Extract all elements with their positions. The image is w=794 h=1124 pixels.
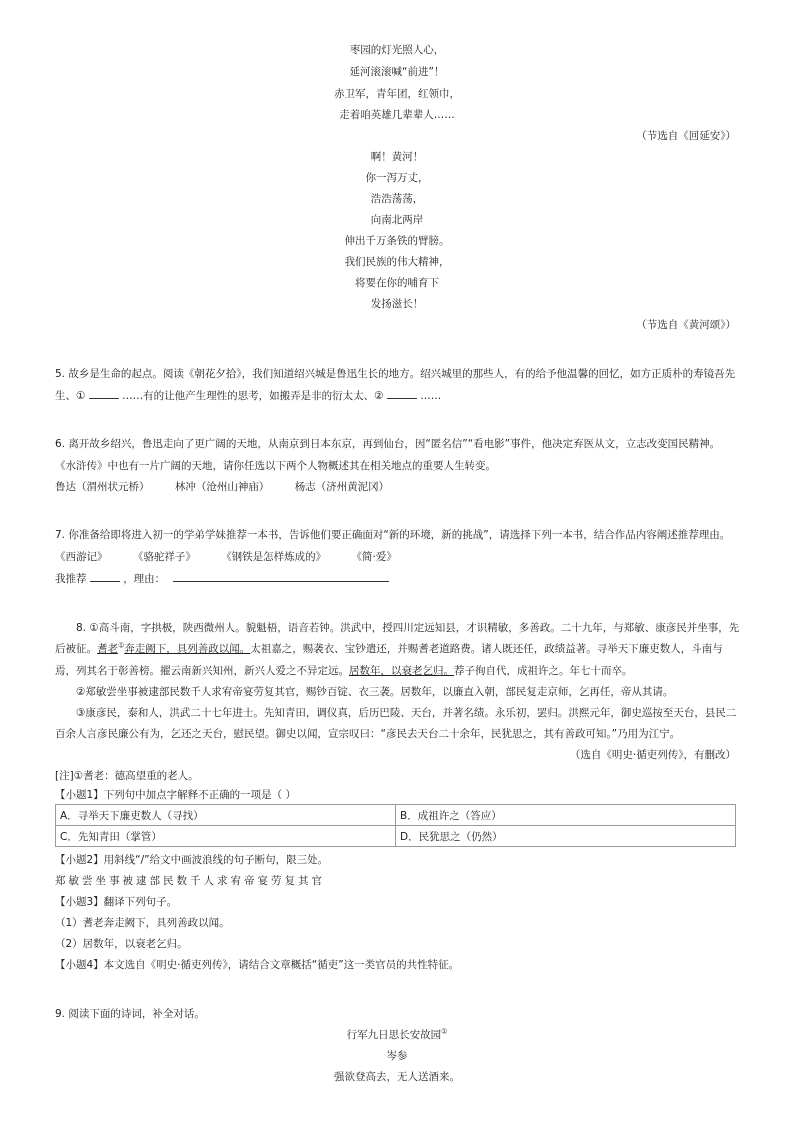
q7-reason-label: ，理由： xyxy=(123,573,166,585)
q7-answer-line xyxy=(55,571,389,586)
q8-note: [注]①耆老：德高望重的老人。 xyxy=(55,770,199,782)
q7-reason-blank[interactable] xyxy=(173,571,389,582)
q8-sub2: 【小题2】用斜线“/”给文中画波浪线的句子断句，限三处。 xyxy=(55,854,329,866)
q6-choice-yangzhi: 杨志（济州黄泥冈） xyxy=(294,481,390,493)
poem2-line-8: 发扬滋长！ xyxy=(370,298,424,310)
poem2-line-7: 将要在你的哺育下 xyxy=(355,277,439,289)
q9-poem-line-1: 强欲登高去，无人送酒来。 xyxy=(334,1071,460,1083)
q6-choice-linchong: 林冲（沧州山神庙） xyxy=(174,481,270,493)
q6-choice-luda: 鲁达（渭州状元桥） xyxy=(55,481,150,493)
q9-author: 岑参 xyxy=(386,1050,408,1062)
q8-option-d[interactable]: D．民犹思之（仍然） xyxy=(396,826,736,847)
q8-option-a[interactable]: A．寻举天下廉吏数人（寻找） xyxy=(56,805,396,826)
q8-p3-line-2: 百余人言彦民廉公有为，乞还之天台，慰民望。御史以闻，宣宗叹曰：“彦民去天台二十余年，民犹思之，其有善政可知。”乃用为江宁。 xyxy=(55,728,681,740)
poem2-line-6: 我们民族的伟大精神， xyxy=(344,256,450,268)
q8-p1-line-2 xyxy=(55,641,723,656)
poem1-line-1: 枣园的灯光照人心， xyxy=(349,44,445,56)
q5-blank-2[interactable] xyxy=(387,388,417,399)
q6-line-1: 6. 离开故乡绍兴，鲁迅走向了更广阔的天地，从南京到日本东京，再到仙台，因“匿名信”“看电影”事件，他决定弃医从文，立志改变国民精神。 xyxy=(55,438,721,450)
q8-sub3-2: （2）居数年，以衰老乞归。 xyxy=(55,938,188,950)
q7-book-1: 《西游记》 xyxy=(55,551,108,563)
poem2-line-3: 浩浩荡荡， xyxy=(370,193,424,205)
q6-line-2: 《水浒传》中也有一片广阔的天地，请你任选以下两个人物概述其在相关地点的重要人生转变。 xyxy=(55,460,496,472)
q7-book-4: 《简·爱》 xyxy=(351,551,397,563)
q8-p1-text-c: 焉，列其名于彰善榜。擢云南新兴知州，新兴人爱之不异定远。 xyxy=(55,665,349,677)
q8-option-b[interactable]: B．成祖许之（答应） xyxy=(396,805,736,826)
q8-p1-line-3 xyxy=(55,663,633,678)
q8-option-c[interactable]: C．先知青田（掌管） xyxy=(56,826,396,847)
q8-p1-text-a: 后被征。 xyxy=(55,643,97,655)
q8-p1-text-d: 荐子徇自代，成祖许之。年七十而卒。 xyxy=(454,665,633,677)
poem1-source: （节选自《回延安》） xyxy=(636,130,736,142)
q7-recommend-blank[interactable] xyxy=(90,571,120,582)
q8-note-marker: ① xyxy=(118,641,125,650)
poem2-line-4: 向南北两岸 xyxy=(370,214,424,226)
q8-source: （选自《明史·循吏列传》，有删改） xyxy=(569,749,736,761)
q8-p2: ②郑敏尝坐事被逮部民数千人求宥帝宴劳复其官，赐钞百锭、衣三袭。居数年，以廉直入朝，部民复走京师，乞再任，帝从其请。 xyxy=(76,686,674,698)
q8-sub1: 【小题1】下列句中加点字解释不正确的一项是（ ） xyxy=(55,789,297,801)
q5-line-2 xyxy=(55,388,441,403)
q9-line-1: 9. 阅读下面的诗词，补全对话。 xyxy=(55,1008,205,1020)
q9-poem-title-text: 行军九日思长安故园 xyxy=(346,1029,442,1041)
q5-text-a: 生、① xyxy=(55,390,86,402)
q9-poem-note-marker: ① xyxy=(441,1027,448,1036)
q8-p1-text-b: 太祖嘉之，赐袭衣、宝钞遣还，并赐耆老道路费。诸人既还任，政绩益著。寻举天下廉吏数人，斗南与 xyxy=(250,643,723,655)
q6-choices xyxy=(55,479,389,494)
q7-line-1: 7. 你准备给即将进入初一的学弟学妹推荐一本书，告诉他们要正确面对“新的环境，新的挑战”，请选择下列一本书，结合作品内容阐述推荐理由。 xyxy=(55,529,731,541)
q5-blank-1[interactable] xyxy=(89,388,119,399)
q8-underlined-sentence-2: 居数年，以衰老乞归。 xyxy=(349,665,454,677)
q7-book-2: 《骆驼祥子》 xyxy=(132,551,196,563)
q5-line-1: 5. 故乡是生命的起点。阅读《朝花夕拾》，我们知道绍兴城是鲁迅生长的地方。绍兴城里的那些人，有的给予他温馨的回忆，如方正质朴的寿镜吾先 xyxy=(55,368,736,380)
q8-underlined-qilao: 耆老 xyxy=(97,643,118,655)
q7-books xyxy=(55,549,397,564)
poem2-line-1: 啊！黄河！ xyxy=(370,151,424,163)
poem1-line-3: 赤卫军，青年团，红领巾， xyxy=(334,88,460,100)
q8-p1-line-1: 8. ①高斗南，字拱极，陕西微州人。貌魁梧，语音若钟。洪武中，授四川定远知县，才识精敏，多善政。二十九年，与郑敏、康彦民并坐事，先 xyxy=(76,622,740,634)
q5-text-c: …… xyxy=(420,390,442,402)
q9-poem-title xyxy=(0,1027,794,1042)
poem1-line-2: 延河滚滚喊“前进”！ xyxy=(349,66,445,78)
q7-book-3: 《钢铁是怎样炼成的》 xyxy=(221,551,327,563)
q5-text-b: ……有的让他产生理性的思考，如搬弄是非的衍太太、② xyxy=(122,390,384,402)
q8-underlined-sentence-1: 奔走阙下，具列善政以闻。 xyxy=(124,643,251,655)
poem2-line-5: 伸出千万条铁的臂膀。 xyxy=(344,235,450,247)
q7-recommend-label: 我推荐 xyxy=(55,573,87,585)
q8-options-table xyxy=(55,804,736,847)
poem2-source: （节选自《黄河颂》） xyxy=(636,319,736,331)
q8-sub4: 【小题4】本文选自《明史·循吏列传》，请结合文章概括“循吏”这一类官员的共性特征。 xyxy=(55,959,460,971)
poem1-line-4: 走着咱英雄几辈辈人…… xyxy=(339,109,455,121)
poem2-line-2: 你一泻万丈， xyxy=(365,172,429,184)
q8-p3-line-1: ③康彦民，泰和人，洪武二十七年进士。先知青田，调仪真，后历巴陵、天台，并著名绩。永乐初，罢归。洪熙元年，御史巡按至天台，县民二 xyxy=(76,707,737,719)
q8-sub2-sentence: 郑敏尝坐事被逮部民数千人求宥帝宴劳复其官 xyxy=(55,875,325,887)
q8-sub3: 【小题3】翻译下列句子。 xyxy=(55,896,178,908)
q8-sub3-1: （1）耆老奔走阙下，具列善政以闻。 xyxy=(55,917,230,929)
